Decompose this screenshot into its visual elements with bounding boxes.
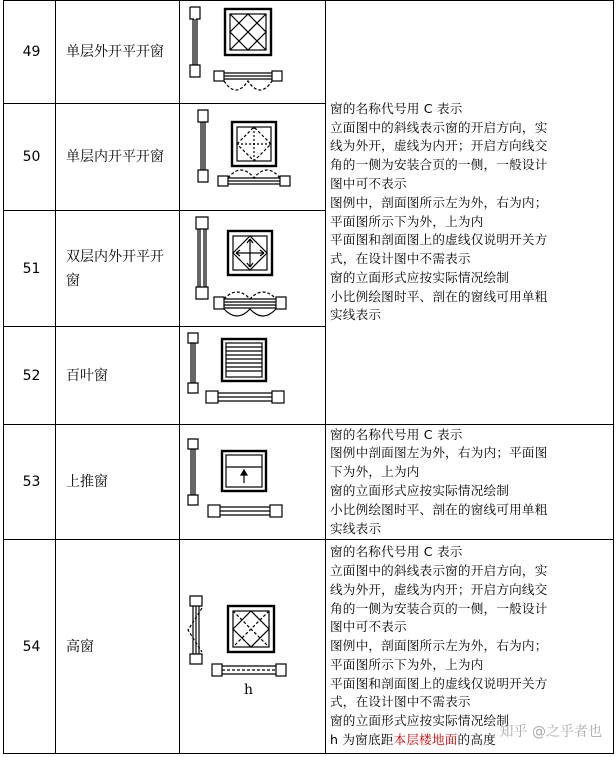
table-row [4, 425, 614, 540]
desc-line: 实线表示 [330, 520, 382, 536]
desc-text: h 为窗底距 [330, 732, 394, 748]
desc-line: 线为外开，虚线为内开；开启方向线交 [330, 138, 548, 154]
desc-line: 立面图中的斜线表示窗的开启方向，实 [330, 119, 548, 135]
description-casement [326, 1, 614, 425]
desc-line: 窗的立面形式应按实际情况绘制 [330, 483, 510, 498]
sliding-up-window-figure [180, 425, 326, 540]
row-number: 52 [4, 327, 56, 425]
desc-line: 平面图所示下为外，上为内 [330, 213, 484, 229]
desc-line: 平面图和剖面图上的虚线仅说明开关方 [330, 232, 548, 248]
desc-line: 式，在设计图中不需表示 [330, 251, 471, 267]
desc-line: 窗的立面形式应按实际情况绘制 [330, 713, 510, 729]
row-name: 单层内开平开窗 [56, 104, 180, 211]
single-outward-casement-figure [180, 1, 326, 104]
desc-line: 小比例绘图时平、剖在的窗线可用单粗 [330, 501, 548, 517]
desc-line: 式，在设计图中不需表示 [330, 694, 471, 710]
row-name: 高窗 [56, 540, 180, 754]
desc-text: 的高度 [457, 732, 496, 748]
desc-line: 下为外，上为内 [330, 464, 420, 480]
row-number: 54 [4, 540, 56, 754]
desc-line: 小比例绘图时平、剖在的窗线可用单粗 [330, 288, 548, 304]
desc-line: 图例中剖面图左为外，右为内；平面图 [330, 445, 548, 461]
desc-line: 图中可不表示 [330, 619, 407, 635]
window-legend-table [3, 0, 614, 754]
double-casement-figure [180, 211, 326, 327]
desc-highlight: 本层楼地面 [393, 732, 458, 748]
desc-line: 实线表示 [330, 307, 382, 323]
row-name: 单层外开平开窗 [56, 1, 180, 104]
desc-line: 图例中，剖面图所示左为外，右为内； [330, 638, 548, 654]
louver-window-figure [180, 327, 326, 425]
description-sliding [326, 425, 614, 540]
row-name: 双层内外开平开窗 [56, 211, 180, 327]
desc-line: 图例中，剖面图所示左为外，右为内； [330, 194, 548, 210]
watermark: 知乎 @之乎者也 [499, 724, 602, 740]
table-row [4, 1, 614, 104]
row-number: 49 [4, 1, 56, 104]
row-number: 51 [4, 211, 56, 327]
row-name: 百叶窗 [56, 327, 180, 425]
desc-line: 角的一侧为安装合页的一侧，一般设计 [330, 600, 548, 616]
desc-line: 窗的立面形式应按实际情况绘制 [330, 269, 510, 285]
single-inward-casement-figure [180, 104, 326, 211]
desc-line: 角的一侧为安装合页的一侧，一般设计 [330, 157, 548, 173]
row-number: 50 [4, 104, 56, 211]
desc-line: 立面图中的斜线表示窗的开启方向，实 [330, 562, 548, 578]
desc-line: 平面图所示下为外，上为内 [330, 656, 484, 672]
row-name: 上推窗 [56, 425, 180, 540]
row-number: 53 [4, 425, 56, 540]
desc-line: 图中可不表示 [330, 175, 407, 191]
desc-line: 窗的名称代号用 C 表示 [330, 544, 463, 560]
high-window-figure [180, 540, 326, 754]
desc-line: 线为外开，虚线为内开；开启方向线交 [330, 581, 548, 597]
desc-line: 窗的名称代号用 C 表示 [330, 426, 463, 442]
desc-line: 窗的名称代号用 C 表示 [330, 100, 463, 116]
desc-line: 平面图和剖面图上的虚线仅说明开关方 [330, 675, 548, 691]
h-label: h [244, 682, 254, 698]
